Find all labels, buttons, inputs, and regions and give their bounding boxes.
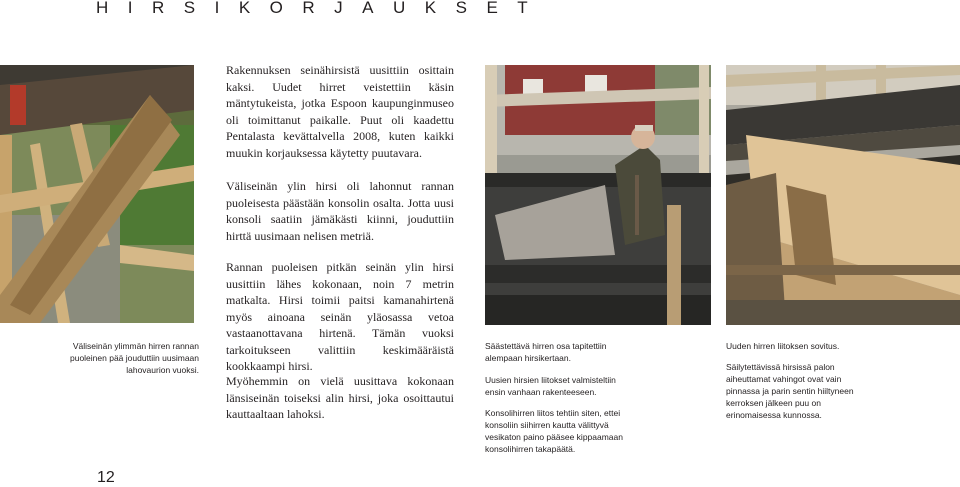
caption-middle-3: Konsolihirren liitos tehtiin siten, ettei konsoliin siihirren kautta välittyvä vesikaton paino pääsee kippaamaan konsolihirren takapäätä. [485, 408, 623, 454]
caption-right-2: Säilytettävissä hirsissä palon aiheuttamat vahingot ovat vain pinnassa ja parin sentin hiiltyneen kerroksen jälkeen puu on erinomaisessa kunnossa. [726, 362, 854, 420]
body-paragraph-4: Myöhemmin on vielä uusittava kokonaan länsiseinän toiseksi alin hirsi, joka osoittautui kauttaaltaan lahoksi. [226, 374, 454, 421]
caption-middle-2: Uusien hirsien liitokset valmisteltiin ensin vanhaan rakenteeseen. [485, 375, 616, 397]
page-number: 12 [97, 469, 115, 486]
photo-carpenter-working [485, 65, 711, 325]
body-paragraph-2: Väliseinän ylin hirsi oli lahonnut rannan puoleisesta päästään konsolin osalta. Jotta uusi konsoli saatiin jämäkästi kiinni, jouduttiin hirttä uusimaan nelisen metriä. [226, 179, 454, 243]
body-paragraph-3: Rannan puoleisen pitkän seinän ylin hirsi uusittiin lähes kokonaan, noin 7 metrin matkalta. Hirsi toimii paitsi kamanahirtenä myös ainoana seinän yläosassa vetoa vastaanottavana hirtenä. Tämän vuoksi tarkoitukseen valittiin keskimääräistä kookkaampi hirsi. [226, 260, 454, 373]
section-title: HIRSIKORJAUKSET [96, 0, 548, 17]
body-paragraph-1: Rakennuksen seinähirsistä uusittiin osittain kaksi. Uudet hirret veistettiin käsin mäntytukeista, jotka Espoon kaupunginmuseo oli toimittanut paikalle. Puut oli kaadettu Pentalasta kevättalvella 2008, kuten kaikki muukin korjauksessa käytetty puutavara. [226, 63, 454, 160]
caption-middle-1: Säästettävä hirren osa tapitettiin alempaan hirsikertaan. [485, 341, 607, 363]
caption-left: Väliseinän ylimmän hirren rannan puoleinen pää jouduttiin uusimaan lahovaurion vuoksi. [69, 341, 199, 375]
photo-log-joint [726, 65, 960, 325]
photo-rotten-log-end [0, 65, 194, 323]
caption-right-1: Uuden hirren liitoksen sovitus. [726, 341, 840, 351]
